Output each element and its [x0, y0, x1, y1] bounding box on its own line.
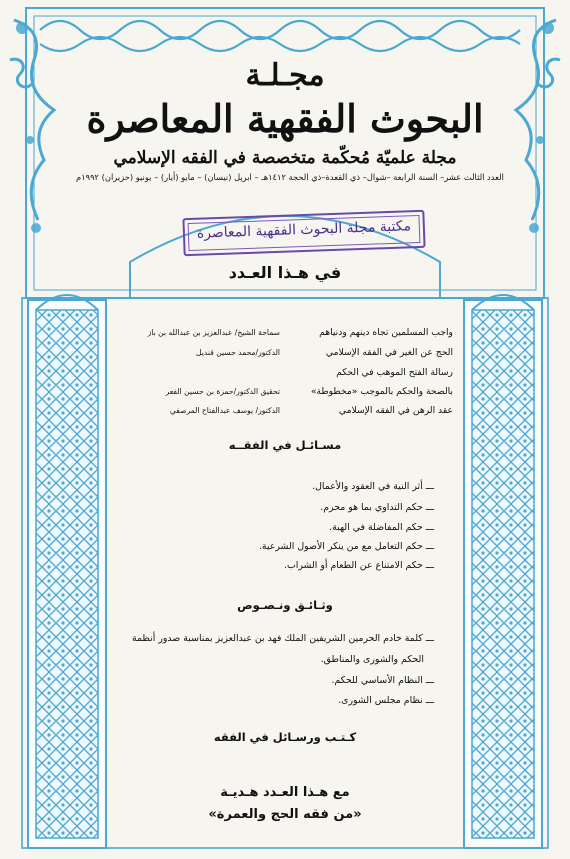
contents-heading: في هـذا العـدد — [228, 263, 342, 282]
gift-title: «من فقه الحج والعمرة» — [208, 807, 362, 822]
article-title: واجب المسلمين تجاه دينهم ودنياهم — [319, 327, 453, 338]
article-title: عقد الرهن في الفقه الإسلامي — [338, 405, 453, 416]
article-author: الدكتور/ يوسف عبدالفتاح المرصفي — [169, 406, 280, 415]
article-author: تحقيق الدكتور/حمزة بن حسين الفعر — [165, 387, 280, 396]
list-item: ـــ حكم التداوي بما هو محرم. — [320, 502, 434, 513]
gift-line: مع هـذا العـدد هـديـة — [220, 785, 350, 800]
article-author: الدكتور/محمد حسين قنديل — [196, 348, 280, 357]
magazine-subtitle: مجلة علميّة مُحكّمة متخصصة في الفقه الإسلامي — [113, 148, 457, 168]
article-title: بالصحة والحكم بالموجب «مخطوطة» — [310, 386, 453, 397]
fiqh-issues-heading: مسـائـل في الفقــه — [228, 438, 342, 452]
list-item: الحكم والشورى والمناطق. — [320, 654, 424, 665]
documents-heading: وثـائـق ونـصـوص — [237, 598, 333, 612]
books-heading: كـتـب ورسـائل في الفقه — [213, 730, 357, 744]
article-title: رسالة الفتح الموهب في الحكم — [336, 367, 453, 378]
list-item: ـــ حكم التعامل مع من ينكر الأصول الشرعية. — [258, 541, 434, 552]
list-item: ـــ أثر النية في العقود والأعمال. — [312, 481, 434, 492]
magazine-label: مجـلـة — [245, 58, 325, 93]
magazine-title: البحوث الفقهية المعاصرة — [86, 96, 484, 141]
issue-date-line: العدد الثالث عشر– السنة الرابعة –شوال– ذي القعدة–ذي الحجة ١٤١٢هـ – ابريل (نيسان) – مايو (أيار) – يونيو (حزيران) ١٩٩٢م — [76, 172, 504, 182]
list-item: ـــ كلمة خادم الحرمين الشريفين الملك فهد بن عبدالعزيز بمناسبة صدور أنظمة — [131, 633, 434, 644]
list-item: ـــ نظام مجلس الشورى. — [338, 695, 434, 706]
list-item: ـــ حكم المفاضلة في الهبة. — [329, 522, 434, 533]
stamp-text: مكتبة مجلة البحوث الفقهية المعاصرة — [196, 218, 412, 242]
article-author: سماحة الشيخ/ عبدالعزيز بن عبدالله بن باز — [147, 328, 280, 337]
article-title: الحج عن الغير في الفقه الإسلامي — [325, 347, 453, 358]
list-item: ـــ حكم الامتناع عن الطعام أو الشراب. — [283, 560, 434, 571]
list-item: ـــ النظام الأساسي للحكم. — [331, 675, 434, 686]
